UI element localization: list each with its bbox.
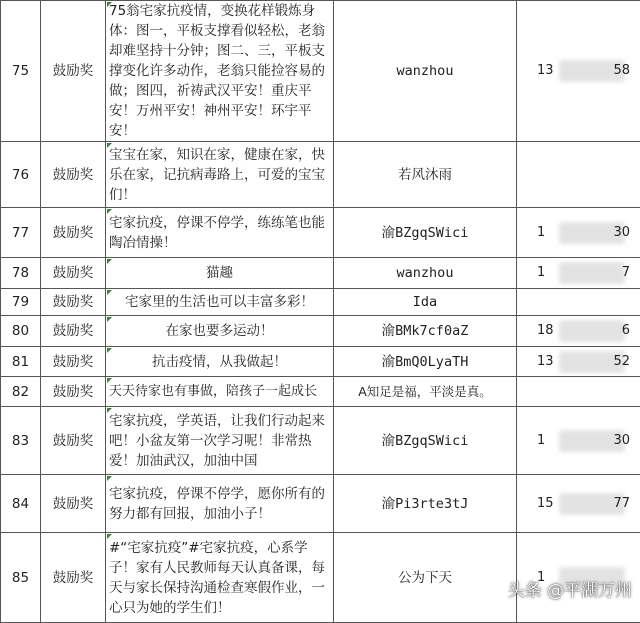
phone-suffix: 6	[622, 321, 630, 341]
entry-description: 在家也要多运动！	[106, 316, 334, 347]
phone-suffix: 58	[613, 61, 630, 81]
award-level: 鼓励奖	[41, 377, 106, 407]
table-row	[1, 1, 640, 142]
entry-description: #“宅家抗疫”#宅家抗疫，心系学子！家有人民教师每天认真备课，每天与家长保持沟通检查寒假作业，一心只为她的学生们！	[106, 533, 334, 623]
source-watermark: 头条 @平湖万州	[508, 576, 632, 601]
entry-description: 宝宝在家，知识在家，健康在家，快乐在家，记抗病毒路上，可爱的宝宝们！	[106, 142, 334, 208]
entry-description: 75翁宅家抗疫情，变换花样锻炼身体：图一，平板支撑看似轻松，老翁却难坚持十分钟；图二、三，平板支撑变化许多动作，老翁只能捡容易的做；图四，祈祷武汉平安！重庆平安！万州平安！神州平安！环宇平安！	[106, 1, 334, 142]
phone-prefix: 1	[537, 223, 545, 243]
entry-description: 宅家抗疫，停课不停学，愿你所有的努力都有回报，加油小子！	[106, 475, 334, 533]
phone-redaction	[559, 320, 625, 342]
phone-cell	[517, 142, 640, 208]
table-row	[1, 475, 640, 533]
phone-prefix: 18	[537, 321, 554, 341]
award-level: 鼓励奖	[41, 142, 106, 208]
row-number: 76	[1, 142, 41, 208]
phone-cell	[517, 258, 640, 289]
phone-suffix: 30	[613, 431, 630, 451]
phone-prefix: 15	[537, 494, 554, 514]
phone-prefix: 1	[537, 263, 545, 283]
entry-description: 宅家抗疫，学英语，让我们行动起来吧！小盆友第一次学习呢！非常热爱！加油武汉，加油中国	[106, 407, 334, 475]
username: 渝BZgqSWici	[334, 407, 517, 475]
row-number: 77	[1, 208, 41, 258]
username: 渝BMk7cf0aZ	[334, 316, 517, 347]
phone-cell	[517, 475, 640, 533]
phone-redaction	[559, 262, 625, 284]
username: A知足是福，平淡是真。	[334, 377, 517, 407]
row-number: 82	[1, 377, 41, 407]
award-level: 鼓励奖	[41, 1, 106, 142]
phone-prefix: 13	[537, 61, 554, 81]
phone-cell	[517, 347, 640, 377]
username: Ida	[334, 289, 517, 316]
award-level: 鼓励奖	[41, 289, 106, 316]
phone-cell	[517, 316, 640, 347]
phone-cell	[517, 407, 640, 475]
entry-description: 宅家里的生活也可以丰富多彩！	[106, 289, 334, 316]
username: 渝BZgqSWici	[334, 208, 517, 258]
table-row	[1, 347, 640, 377]
username: 公为下天	[334, 533, 517, 623]
phone-suffix: 30	[613, 223, 630, 243]
table-row	[1, 407, 640, 475]
username: 渝BmQ0LyaTH	[334, 347, 517, 377]
row-number: 75	[1, 1, 41, 142]
phone-cell	[517, 377, 640, 407]
row-number: 81	[1, 347, 41, 377]
username: 渝Pi3rte3tJ	[334, 475, 517, 533]
table-row	[1, 316, 640, 347]
entry-description: 天天待家也有事做，陪孩子一起成长	[106, 377, 334, 407]
username: wanzhou	[334, 1, 517, 142]
phone-prefix: 1	[537, 431, 545, 451]
row-number: 78	[1, 258, 41, 289]
phone-prefix: 13	[537, 352, 554, 372]
entry-description: 宅家抗疫，停课不停学，练练笔也能陶冶情操！	[106, 208, 334, 258]
table-row	[1, 142, 640, 208]
award-level: 鼓励奖	[41, 347, 106, 377]
phone-cell	[517, 1, 640, 142]
phone-suffix: 77	[613, 494, 630, 514]
table-row	[1, 258, 640, 289]
table-row	[1, 289, 640, 316]
phone-prefix: 1	[537, 568, 545, 588]
award-level: 鼓励奖	[41, 533, 106, 623]
row-number: 84	[1, 475, 41, 533]
award-level: 鼓励奖	[41, 258, 106, 289]
row-number: 85	[1, 533, 41, 623]
phone-suffix: 7	[622, 263, 630, 283]
table-row	[1, 208, 640, 258]
award-level: 鼓励奖	[41, 316, 106, 347]
row-number: 79	[1, 289, 41, 316]
table-row	[1, 377, 640, 407]
phone-cell	[517, 208, 640, 258]
row-number: 83	[1, 407, 41, 475]
award-level: 鼓励奖	[41, 475, 106, 533]
username: wanzhou	[334, 258, 517, 289]
award-level: 鼓励奖	[41, 407, 106, 475]
row-number: 80	[1, 316, 41, 347]
entry-description: 抗击疫情，从我做起！	[106, 347, 334, 377]
phone-cell	[517, 289, 640, 316]
award-level: 鼓励奖	[41, 208, 106, 258]
entry-description: 猫趣	[106, 258, 334, 289]
phone-suffix: 52	[613, 352, 630, 372]
username: 若风沐雨	[334, 142, 517, 208]
